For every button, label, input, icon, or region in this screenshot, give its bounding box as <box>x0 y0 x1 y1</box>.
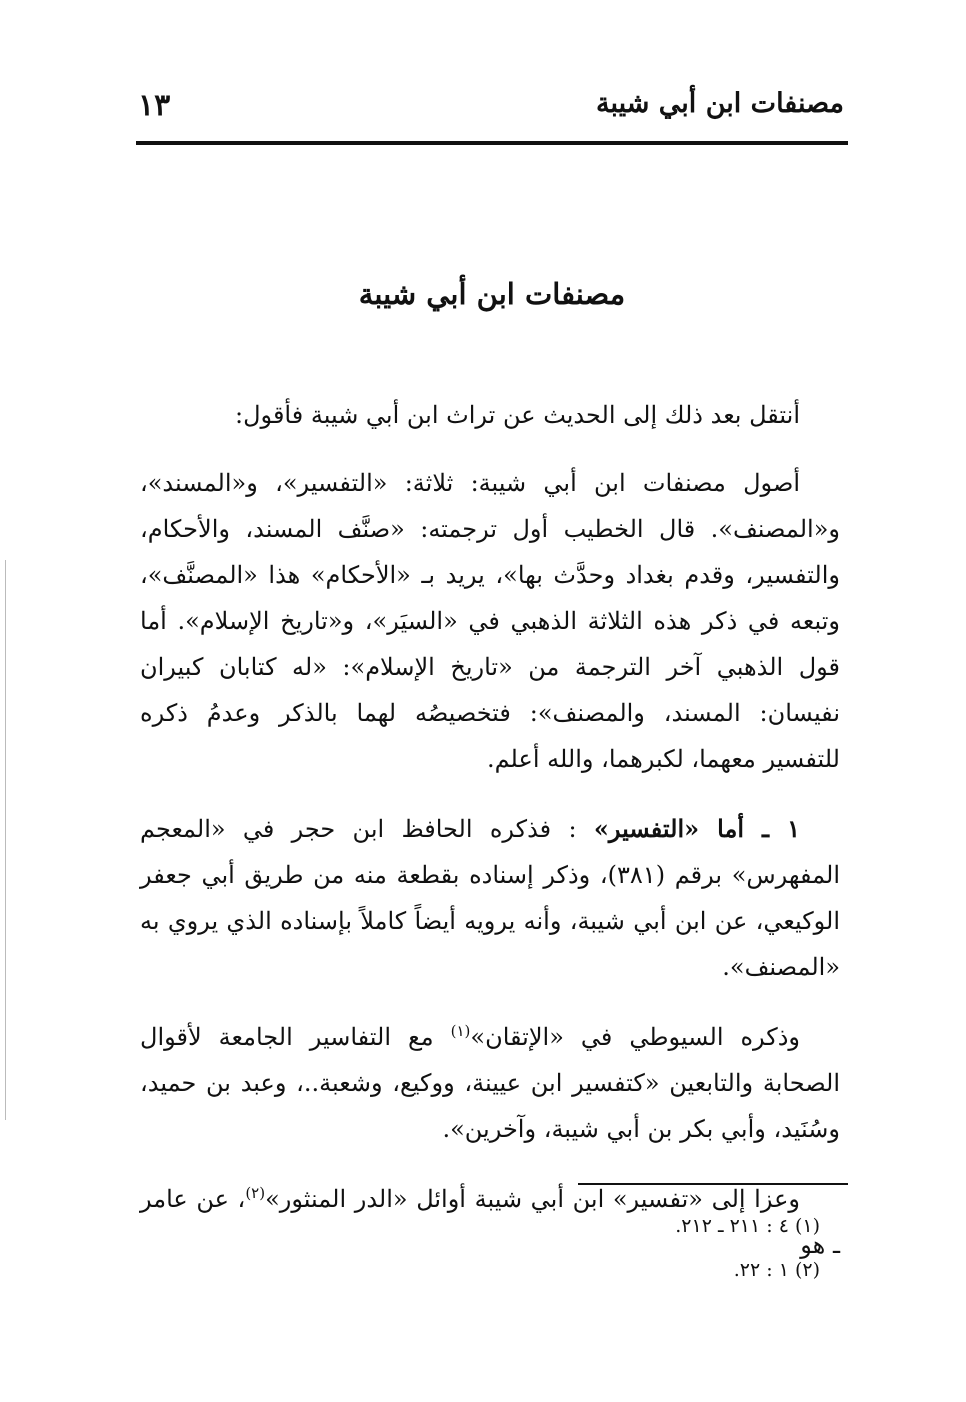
paragraph-tafsir <box>140 806 840 990</box>
chapter-title: مصنفات ابن أبي شيبة <box>358 277 626 311</box>
paragraph-suyuti-text-a: وذكره السيوطي في «الإتقان» <box>470 1023 800 1051</box>
body-text <box>140 392 840 1292</box>
paragraph-intro: أنتقل بعد ذلك إلى الحديث عن تراث ابن أبي شيبة فأقول: <box>235 401 800 429</box>
paragraph-durr-text-b: ، عن عامر ـ هو <box>140 1185 840 1259</box>
paragraph-suyuti-text-b: مع التفاسير الجامعة لأقوال الصحابة والتابعين «كتفسير ابن عيينة، ووكيع، وشعبة..، وعبد بن حميد، وسُنَيد، وأبي بكر بن أبي شيبة، وآخرين». <box>140 1023 840 1143</box>
scan-margin-line <box>5 560 6 1120</box>
footnotes <box>560 1204 820 1292</box>
footnote-1: (١) ٤ : ٢١١ ـ ٢١٢. <box>675 1215 820 1237</box>
paragraph-works-overview: أصول مصنفات ابن أبي شيبة: ثلاثة: «التفسير»، و«المسند»، و«المصنف». قال الخطيب أول ترجمته: «صنَّف المسند، والأحكام، والتفسير، وقدم بغداد وحدَّث بها»، يريد بـ «الأحكام» هذا «المصنَّف»، وتبعه في ذكر هذه الثلاثة الذهبي في «السيَر»، و«تاريخ الإسلام». أما قول الذهبي آخر الترجمة من «تاريخ الإسلام»: «له كتابان كبيران نفيسان: المسند، والمصنف»: فتخصيصُه لهما بالذكر وعدمُ ذكره للتفسير معهما، لكبرهما، والله أعلم. <box>140 469 840 773</box>
footnote-ref-2[interactable]: (٢) <box>245 1184 266 1202</box>
paragraph-suyuti <box>140 1014 840 1152</box>
running-head <box>136 88 848 128</box>
running-head-title: مصنفات ابن أبي شيبة <box>595 88 844 119</box>
paragraph-durr-text-a: وعزا إلى «تفسير» ابن أبي شيبة أوائل «الدر المنثور» <box>265 1185 800 1213</box>
paragraph-tafsir-text: : فذكره الحافظ ابن حجر في «المعجم المفهرس» برقم (٣٨١)، وذكر إسناده بقطعة منه من طريق أبي جعفر الوكيعي، عن ابن أبي شيبة، وأنه يرويه أيضاً كاملاً بإسناده الذي يروي به «المصنف». <box>140 815 840 981</box>
footnote-ref-1[interactable]: (١) <box>450 1022 471 1040</box>
header-rule <box>136 141 848 145</box>
paragraph-tafsir-heading: ١ ـ أما «التفسير» <box>593 814 800 843</box>
footnote-2: (٢) ١ : ٢٢. <box>733 1259 820 1281</box>
page-number: ١٣ <box>138 88 171 123</box>
footnote-separator <box>578 1183 848 1185</box>
